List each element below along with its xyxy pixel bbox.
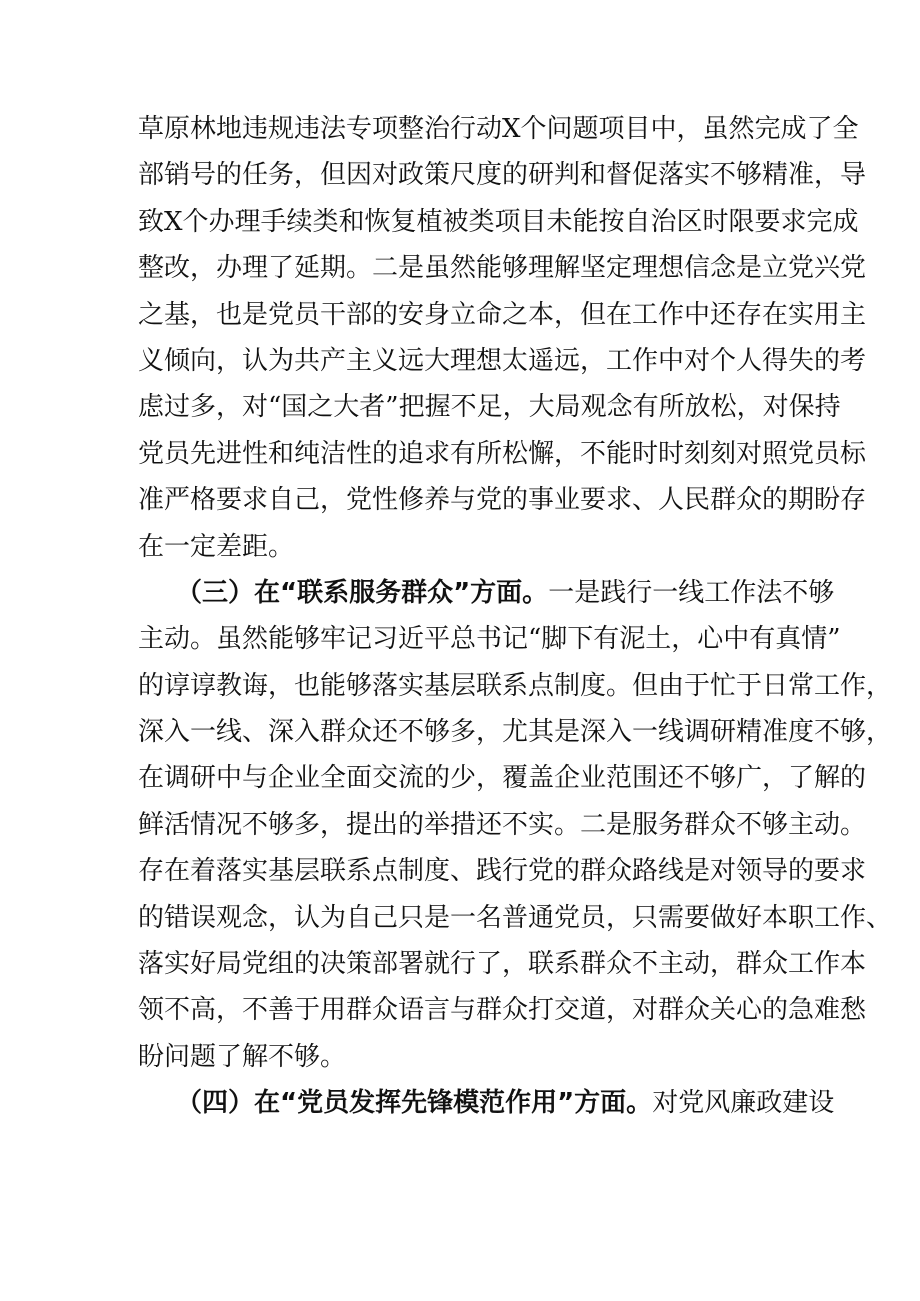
text-line: 部销号的任务，但因对政策尺度的研判和督促落实不够精准，导 xyxy=(138,160,867,191)
paragraph-3 xyxy=(138,1080,835,1126)
text-line: 草原林地违规违法专项整治行动X个问题项目中，虽然完成了全 xyxy=(138,114,859,144)
paragraph-1 xyxy=(138,106,867,570)
section-heading-4: （四）在“党员发挥先锋模范作用”方面。 xyxy=(176,1088,653,1119)
text-line: 落实好局党组的决策部署就行了，联系群众不主动，群众工作本 xyxy=(138,949,867,980)
text-line: 党员先进性和纯洁性的追求有所松懈，不能时时刻刻对照党员标 xyxy=(138,438,867,469)
text-line: 鲜活情况不够多，提出的举措还不实。二是服务群众不够主动。 xyxy=(138,809,867,840)
text-line: 准严格要求自己，党性修养与党的事业要求、人民群众的期盼存 xyxy=(138,485,867,516)
text-line: 盼问题了解不够。 xyxy=(138,1041,347,1072)
document-body xyxy=(138,106,893,1127)
text-line: 虑过多，对“国之大者”把握不足，大局观念有所放松，对保持 xyxy=(138,392,841,423)
text-line: 的错误观念，认为自己只是一名普通党员，只需要做好本职工作、 xyxy=(138,902,893,933)
text-run: 一是践行一线工作法不够 xyxy=(548,577,835,608)
text-line: 之基，也是党员干部的安身立命之本，但在工作中还存在实用主 xyxy=(138,299,867,330)
paragraph-3-first-line xyxy=(138,1080,835,1126)
text-line: 致X个办理手续类和恢复植被类项目未能按自治区时限要求完成 xyxy=(138,206,859,237)
text-line: 领不高，不善于用群众语言与群众打交道，对群众关心的急难愁 xyxy=(138,995,867,1026)
text-line: 在一定差距。 xyxy=(138,531,295,562)
text-line: 义倾向，认为共产主义远大理想太遥远，工作中对个人得失的考 xyxy=(138,345,867,376)
text-line: 在调研中与企业全面交流的少，覆盖企业范围还不够广，了解的 xyxy=(138,763,867,794)
text-line: 的谆谆教诲，也能够落实基层联系点制度。但由于忙于日常工作， xyxy=(138,670,893,701)
text-line: 存在着落实基层联系点制度、践行党的群众路线是对领导的要求 xyxy=(138,856,867,887)
text-line: 整改，办理了延期。二是虽然能够理解坚定理想信念是立党兴党 xyxy=(138,253,867,284)
section-heading-3: （三）在“联系服务群众”方面。 xyxy=(176,577,549,608)
text-line: 主动。虽然能够牢记习近平总书记“脚下有泥土，心中有真情” xyxy=(138,624,841,655)
paragraph-2 xyxy=(138,570,893,1080)
text-run: 对党风廉政建设 xyxy=(652,1088,835,1119)
paragraph-2-first-line xyxy=(138,570,835,616)
text-line: 深入一线、深入群众还不够多，尤其是深入一线调研精准度不够， xyxy=(138,717,893,748)
